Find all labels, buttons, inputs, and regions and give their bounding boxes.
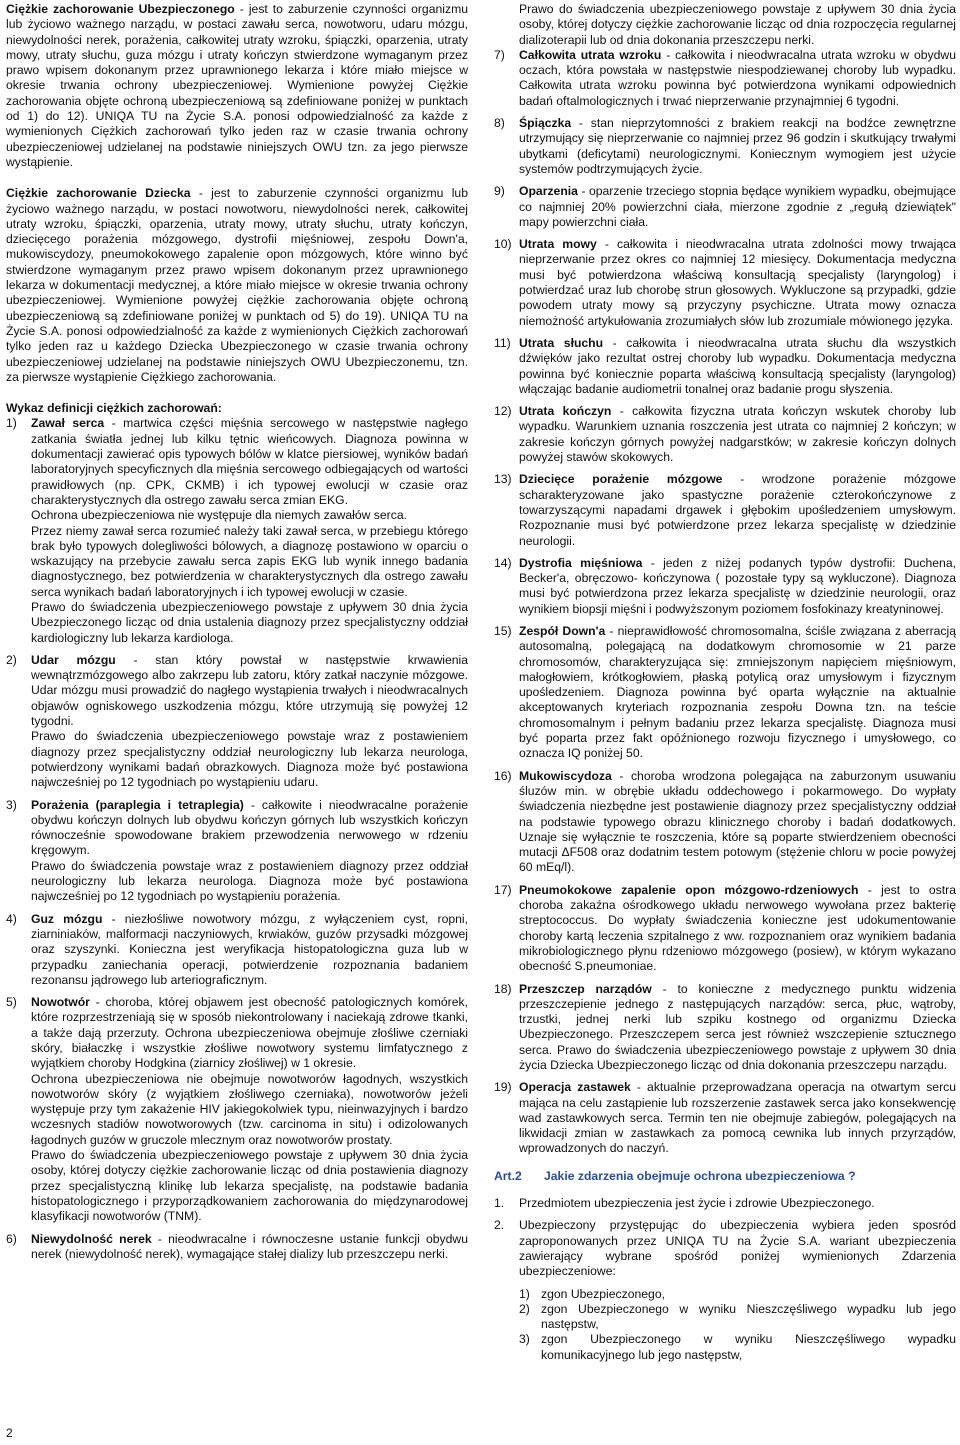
- list-item: [494, 1218, 956, 1279]
- item-number: 14): [494, 555, 512, 570]
- item-paragraph: [519, 556, 956, 617]
- right-column: [494, 2, 956, 1363]
- sub-item-number: 1): [519, 1286, 530, 1301]
- item-number: 19): [494, 1080, 512, 1095]
- article-number: Art.2: [494, 1168, 522, 1183]
- item-text: - choroba wrodzona polegająca na zaburzonym usuwaniu śluzów min. w obrębie układu oddechowego i pokarmowego. Do wypłaty świadczenia niezbędne jest postawienie diagnozy przez specjalistyczny oddział na podstawie typowego obrazu klinicznego choroby i badań dodatkowych. Uznaje się wyłącznie te roszczenia, które są poparte stwierdzeniem obecności mutacji ΔF508 oraz dodatnim testem potowym (stężenie chloru w pocie powyżej 60 mEq/l).: [519, 768, 956, 875]
- list-heading: Wykaz definicji ciężkich zachorowań:: [6, 401, 222, 416]
- item-extra-paragraph: Ochrona ubezpieczeniowa nie występuje dla niemych zawałów serca.: [31, 508, 407, 523]
- item-text: Ubezpieczony przystępując do ubezpieczenia wybiera jeden sposród zaproponowanych przez UNIQA TU na Życie S.A. wariant ubezpieczenia zawierający wybrane spośród poniżej wymienionych Zdarzenia ubezpieczeniowe:: [519, 1218, 956, 1279]
- item-text: - martwica części mięśnia sercowego w następstwie nagłego zatkania światła jednej lub kilku tętnic wieńcowych. Diagnoza powinna w dokumentacji zawierać opis typowych bólów w klatce piersiowej, wyników badań laboratoryjnych specyficznych dla mięśnia sercowego odbiegających od wartości prawidłowych (np. CPK, CKMB) i ich typowej ewolucji w czasie oraz charakterystycznych dla ostrego zawału serca zmian EKG.: [31, 416, 468, 507]
- item-paragraph: [31, 416, 468, 508]
- item-number: 2.: [494, 1218, 505, 1233]
- item-text: - nieprawidłowość chromosomalna, ściśle związana z aberracją autosomalną, polegającą na dodatkowym chromosomie w 21 parze chromosomów, charakteryzująca się: zmniejszonym napięciem mięśniowym, małogłowiem, krótkogłowiem, płaską potylicą oraz umysłowym i fizycznym upośledzeniem. Diagnoza powinna być oparta wyłącznie na aktualnie akceptowanych kryteriach rozpoznania zespołu Downa tzn. na teście chromosomalnym i pełnym badaniu przez lekarza specjalistę. Diagnoza musi być poparta przez fakt opóźnionego rozwoju fizycznego i umysłowego, co oznacza IQ poniżej 50.: [519, 623, 956, 761]
- sub-item: [519, 1302, 956, 1333]
- item-text: - całkowita fizyczna utrata kończyn wskutek choroby lub wypadku. Warunkiem uznania roszczenia jest utrata co najmniej 2 kończyn; w zakresie kończyn górnych powyżej nadgarstków; w zakresie kończyn dolnych powyżej stawów skokowych.: [519, 404, 956, 465]
- list-item: [494, 982, 956, 1074]
- article-heading: [494, 1169, 956, 1184]
- item-extra-paragraph: Ochrona ubezpieczeniowa nie obejmuje nowotworów łagodnych, wszystkich nowotworów skóry (z wyjątkiem złośliwego czerniaka), nowotworów jeżeli występuje przy tym zakażenie HIV jakiegokolwiek typu, nieinwazyjnych i bardzo wczesnych stadiów nowotworowych (tzw. carcinoma in situ) i odizolowanych łagodnych guzów w gruczole mlecznym oraz nowotworów prostaty.: [31, 1071, 468, 1147]
- item-text: - jeden z niżej podanych typów dystrofii: Duchena, Becker'a, obręczowo- kończynowa ( pozostałe typy są wykluczone). Diagnoza musi być potwierdzona przez lekarza specjalistę w dziedzinie neurologii, oraz wynikiem biopsji mięśni i podwyższonym poziomem fosfokinazy kreatyninowej.: [519, 555, 956, 616]
- item-number: 9): [494, 184, 505, 199]
- item-paragraph: [519, 883, 956, 975]
- item-title: Niewydolność nerek: [31, 1231, 152, 1246]
- item-paragraph: [31, 912, 468, 988]
- item-paragraph: [519, 404, 956, 465]
- list-item: [494, 116, 956, 177]
- item-text: - choroba, której objawem jest obecność patologicznych komórek, które rozprzestrzeniają się w sposób niekontrolowany i naciekają zdrowe tkanki, a także dają przerzuty. Ochrona ubezpieczeniowa obejmuje złośliwe czerniaki skóry, białaczkę i wszystkie złośliwe nowotwory systemu limfatycznego z wyjątkiem choroby Hodgkina (ziarnicy złośliwej) w 1 okresie.: [31, 995, 468, 1071]
- item-title: Udar mózgu: [31, 652, 116, 667]
- sub-item-text: zgon Ubezpieczonego,: [541, 1286, 665, 1301]
- list-item: [494, 1196, 956, 1211]
- item-paragraph: [31, 798, 468, 859]
- item-paragraph: [519, 1080, 956, 1156]
- adult-illness-definition: [6, 2, 468, 170]
- item-paragraph: [519, 982, 956, 1074]
- item-title: Całkowita utrata wzroku: [519, 47, 662, 62]
- list-item: [6, 1232, 468, 1263]
- item-paragraph: [31, 653, 468, 729]
- list-item: [494, 1080, 956, 1156]
- page-number: 2: [6, 1426, 13, 1440]
- list-item: [494, 184, 956, 230]
- sub-item-number: 2): [519, 1301, 530, 1316]
- item-number: 5): [6, 995, 17, 1010]
- item-text: - całkowita i nieodwracalna utrata zdolności mowy trwająca nieprzerwanie przez okres co najmniej 12 miesięcy. Dokumentacja medyczna musi być potwierdzona właściwą konsultacją specjalisty (laryngolog) i potwierdzać uraz lub chorobę strun głosowych. Wykluczone są przypadki, gdzie powodem utraty mowy są przyczyny psychiczne. Utrata mowy oznacza niemożność artykułowania zrozumiałych słów lub zrozumiale mówionego języka.: [519, 237, 956, 328]
- list-item: [494, 472, 956, 548]
- item-title: Dystrofia mięśniowa: [519, 555, 643, 570]
- article-title: Jakie zdarzenia obejmuje ochrona ubezpieczeniowa ?: [544, 1168, 856, 1183]
- item-text: - całkowita i nieodwracalna utrata wzroku w obydwu oczach, która powstała w następstwie niespodziewanej choroby lub wypadku. Całkowita utrata wzroku powinna być potwierdzona wynikami odpowiednich badań oftalmologicznych i trwać nieprzerwanie przynajmniej 6 tygodni.: [519, 47, 956, 108]
- list-item: [6, 798, 468, 905]
- item-text: - całkowita i nieodwracalna utrata słuchu dla wszystkich dźwięków jako rezultat ostrej choroby lub wypadku. Dokumentacja medyczna powinna być koniecznie poparta właściwą konsultacją specjalisty (laryngolog) włączając badanie audiometrii tonalnej oraz badanie progu słyszenia.: [519, 335, 956, 396]
- sub-item-text: zgon Ubezpieczonego w wyniku Nieszczęśliwego wypadku komunikacyjnego lub jego następstw,: [541, 1332, 956, 1362]
- item-paragraph: [519, 48, 956, 109]
- list-item: [494, 404, 956, 465]
- item-number: 1): [6, 416, 17, 431]
- item-number: 17): [494, 882, 512, 897]
- item-paragraph: [519, 237, 956, 329]
- sub-item: [519, 1332, 956, 1363]
- item-extra-paragraph: Przez niemy zawał serca rozumieć należy taki zawał serca, w przebiegu którego brak było typowych dolegliwości bólowych, a diagnozę postawiono w oparciu o wskazujący na przebycie zawału serca zapis EKG lub wynik innego badania diagnostycznego, bez potwierdzenia w charakterystycznych dla ostrego zawału serca wynikach badań laboratoryjnych i ich typowej ewolucji w czasie.: [31, 523, 468, 599]
- item-number: 16): [494, 768, 512, 783]
- child-illness-definition: [6, 186, 468, 385]
- item-title: Utrata słuchu: [519, 335, 604, 350]
- list-item: [494, 769, 956, 876]
- item-text: Przedmiotem ubezpieczenia jest życie i zdrowie Ubezpieczonego.: [519, 1196, 875, 1211]
- item-text: - aktualnie przeprowadzana operacja na otwartym sercu mająca na celu zastąpienie lub rozszerzenie zastawek serca jako konsekwencję wad zastawkowych serca. Termin ten nie obejmuje zabiegów, polegających na likwidacji zmian w zastawkach za pomocą cewnika lub innych przyrządów, wprowadzonych do naczyń.: [519, 1080, 956, 1156]
- list-item: [6, 995, 468, 1224]
- item-title: Mukowiscydoza: [519, 768, 612, 783]
- item-text: - oparzenie trzeciego stopnia będące wynikiem wypadku, obejmujące co najmniej 20% powierzchni ciała, mierzone zgodnie z „regułą dziewiątek" mapy powierzchni ciała.: [519, 184, 956, 229]
- item-number: 1.: [494, 1196, 505, 1211]
- item-text: - to konieczne z medycznego punktu widzenia przeszczepienie jednego z następujących narządów: serca, płuc, wątroby, trzustki, jednej nerki lub szpiku kostnego od organizmu Dziecka Ubezpieczonego. Przeszczepem serca jest również wszczepienie sztucznego serca. Prawo do świadczenia ubezpieczeniowego powstaje z upływem 30 dnia życia Dziecka Ubezpieczonego licząc od dnia dokonania przeszczepu narządu.: [519, 981, 956, 1072]
- item-number: 4): [6, 911, 17, 926]
- item-paragraph: [519, 1218, 956, 1279]
- sub-item-text: zgon Ubezpieczonego w wyniku Nieszczęśliwego wypadku lub jego następstw,: [541, 1301, 956, 1332]
- definition-term: Ciężkie zachorowanie Ubezpieczonego: [6, 2, 235, 16]
- item-text: - jest to ostra choroba zakaźna ośrodkowego układu nerwowego wywołana przez bakterię streptococcus. Do wypłaty świadczenia konieczne jest udokumentowanie choroby kartą leczenia szpitalnego z ww. rozpoznaniem oraz wynikiem badania mikrobiologicznego płynu rdzeniowo mózgowego (posiew), w którym wykazano obecność S.pneumoniae.: [519, 882, 957, 974]
- item-number: 10): [494, 237, 512, 252]
- list-item: [6, 912, 468, 988]
- item-title: Operacja zastawek: [519, 1080, 631, 1095]
- left-column: [6, 2, 468, 1269]
- item-text: - stan który powstał w następstwie krwawienia wewnątrzmózgowego albo zakrzepu lub zatoru, który zatkał naczynie mózgowe. Udar mózgu musi prowadzić do nagłego wystąpienia trwałych i nieodwracalnych objawów ogniskowego uszkodzenia mózgu, które utrzymują się powyżej 12 tygodni.: [31, 652, 468, 729]
- article-points: [494, 1196, 956, 1279]
- illness-list-continued: [494, 48, 956, 1157]
- item-title: Guz mózgu: [31, 911, 103, 926]
- item-number: 2): [6, 652, 17, 667]
- item-title: Przeszczep narządów: [519, 981, 652, 996]
- item-paragraph: [519, 1196, 956, 1211]
- item-title: Zespół Down'a: [519, 623, 606, 638]
- item-title: Dziecięce porażenie mózgowe: [519, 472, 723, 487]
- item-title: Utrata kończyn: [519, 404, 612, 419]
- item-number: 7): [494, 47, 505, 62]
- item-paragraph: [519, 769, 956, 876]
- item-number: 18): [494, 981, 512, 996]
- item-title: Pneumokokowe zapalenie opon mózgowo-rdzeniowych: [519, 882, 859, 897]
- list-item: [6, 653, 468, 791]
- item-number: 12): [494, 404, 512, 419]
- item-text: - całkowite i nieodwracalne porażenie obydwu kończyn dolnych lub obydwu kończyn górnych lub wszystkich kończyn równocześnie spowodowane brakiem przewodzenia nerwowego w rdzeniu kręgowym.: [31, 797, 468, 858]
- item-paragraph: [519, 184, 956, 230]
- item-extra-paragraph: Prawo do świadczenia powstaje wraz z postawieniem diagnozy przez oddział neurologiczny lub lekarza neurologa. Diagnoza może być postawiona najwcześniej po 12 tygodniach po wystąpieniu porażenia.: [31, 858, 468, 904]
- illness-list: [6, 416, 468, 1262]
- item-text: - niezłośliwe nowotwory mózgu, z wyłączeniem cyst, ropni, ziarniniaków, malformacji naczyniowych, krwiaków, guzów przysadki mózgowej oraz szyszynki. Konieczna jest weryfikacja histopatologiczna guza lub w przypadku zaniechania operacji, potwierdzenie rozpoznania badaniem rezonansu jądrowego lub arteriograficznym.: [31, 911, 468, 987]
- item-title: Zawał serca: [31, 416, 105, 431]
- item-title: Utrata mowy: [519, 237, 597, 252]
- item-paragraph: [519, 116, 956, 177]
- list-item: [494, 336, 956, 397]
- item-text: - wrodzone porażenie mózgowe scharakteryzowane jako spastyczne porażenie czterokończynowe z towarzyszącymi napadami drgawek i głębokim upośledzeniem umysłowym. Rozpoznanie musi być potwierdzone przez lekarza specjalistę w dziedzinie neurologii.: [519, 472, 956, 548]
- continued-paragraph: Prawo do świadczenia ubezpieczeniowego powstaje z upływem 30 dnia życia osoby, której dotyczy ciężkie zachorowanie licząc od dnia rozpoczęcia regularnej dializoterapii lub od dnia dokonania przeszczepu nerki.: [519, 2, 956, 47]
- item-paragraph: [31, 1232, 468, 1263]
- list-item: [494, 556, 956, 617]
- item-title: Porażenia (paraplegia i tetraplegia): [31, 797, 244, 812]
- item-paragraph: [31, 995, 468, 1071]
- definition-text: - jest to zaburzenie czynności organizmu lub życiowo ważnego narządu, w postaci zawału serca, nowotworu, udaru mózgu, niewydolności nerek, porażenia, całkowitej utraty wzroku, śpiączki, oparzenia, utraty mowy, utraty słuchu, guza mózgu i utraty kończyn stwierdzone wymaganym przez prawo wpisem dokonanym przez uprawnionego lekarza i które miało miejsce w okresie trwania ochrony ubezpieczeniowej. Wymienione powyżej Ciężkie zachorowania objęte ochroną ubezpieczeniową są zdefiniowane poniżej w punktach od 1) do 12). UNIQA TU na Życie S.A. ponosi odpowiedzialność za każde z wymienionych Ciężkich zachorowań tylko jeden raz w czasie trwania ochrony ubezpieczeniowej udzielanej na podstawie niniejszych OWU tzn. za jego pierwsze wystąpienie.: [6, 2, 468, 169]
- item-number: 3): [6, 797, 17, 812]
- list-item: [6, 416, 468, 645]
- item-number: 6): [6, 1231, 17, 1246]
- item-paragraph: [519, 624, 956, 762]
- list-item: [494, 237, 956, 329]
- item-paragraph: [519, 336, 956, 397]
- sub-item-number: 3): [519, 1332, 530, 1347]
- item-title: Śpiączka: [519, 116, 572, 131]
- item-text: - stan nieprzytomności z brakiem reakcji na bodźce zewnętrzne utrzymujący się nieprzerwanie co najmniej przez 96 godzin i skutkujący trwałymi ubytkami (deficytami) neurologicznymi. Koniecznym wymogiem jest użycie systemów podtrzymujących życie.: [519, 116, 956, 176]
- item-extra-paragraph: Prawo do świadczenia ubezpieczeniowego powstaje wraz z postawieniem diagnozy przez specjalistyczny oddział neurologiczny lub lekarza neurologa, potwierdzony wynikami badań obrazkowych. Diagnoza może być postawiona najwcześniej po 12 tygodniach po wystąpieniu udaru.: [31, 729, 468, 790]
- item-text: - nieodwracalne i równoczesne ustanie funkcji obydwu nerek (niewydolność nerek), wymagające stałej dializy lub przeszczepu nerki.: [31, 1231, 468, 1261]
- item-extra-paragraph: Prawo do świadczenia ubezpieczeniowego powstaje z upływem 30 dnia życia Ubezpieczonego licząc od dnia ustalenia diagnozy przez specjalistyczny oddział kardiologiczny lub lekarza kardiologa.: [31, 599, 468, 645]
- item-title: Oparzenia: [519, 184, 578, 199]
- item-extra-paragraph: Prawo do świadczenia ubezpieczeniowego powstaje z upływem 30 dnia życia osoby, której dotyczy ciężkie zachorowanie licząc od dnia postawienia diagnozy przez specjalistyczną klinikę lub lekarza specjalistę, na podstawie badania histopatologicznego i przyporządkowaniem zachorowania do międzynarodowej klasyfikacji nowotworów (TNM).: [31, 1148, 468, 1224]
- item-number: 13): [494, 472, 512, 487]
- list-item: [494, 624, 956, 762]
- item-number: 15): [494, 623, 512, 638]
- definition-text: - jest to zaburzenie czynności organizmu lub życiowo ważnego narządu, w postaci nowotworu, niewydolności nerek, całkowitej utraty wzroku, śpiączki, oparzenia, utraty mowy, utraty słuchu, utraty kończyn, dziecięcego porażenia mózgowego, dystrofii mięśniowej, zespołu Down'a, mukowiscydozy, pneumokokowego zapalenie opon mózgowych, które winno być stwierdzone wymaganym przez prawo wpisem dokonanym przez uprawnionego lekarza w dokumentacji medycznej, a które miało miejsce w okresie trwania ochrony ubezpieczeniowej. Wymienione powyżej ciężkie zachorowania objęte ochroną ubezpieczeniową są zdefiniowane poniżej w punktach od 5) do 19). UNIQA TU na Życie S.A. ponosi odpowiedzialność za każde z wymienionych Ciężkich zachorowań tylko jeden raz u każdego Dziecka Ubezpieczonego w czasie trwania ochrony ubezpieczeniowej udzielanej na podstawie niniejszych OWU Ubezpieczonemu, tzn. za pierwsze wystąpienie Ciężkiego zachorowania.: [6, 186, 468, 384]
- list-item: [494, 48, 956, 109]
- event-sub-list: [519, 1287, 956, 1363]
- item-title: Nowotwór: [31, 995, 90, 1010]
- sub-item: [519, 1287, 956, 1302]
- item-number: 8): [494, 116, 505, 131]
- definition-term: Ciężkie zachorowanie Dziecka: [6, 186, 191, 201]
- item-number: 11): [494, 335, 511, 350]
- item-paragraph: [519, 472, 956, 548]
- list-item: [494, 883, 956, 975]
